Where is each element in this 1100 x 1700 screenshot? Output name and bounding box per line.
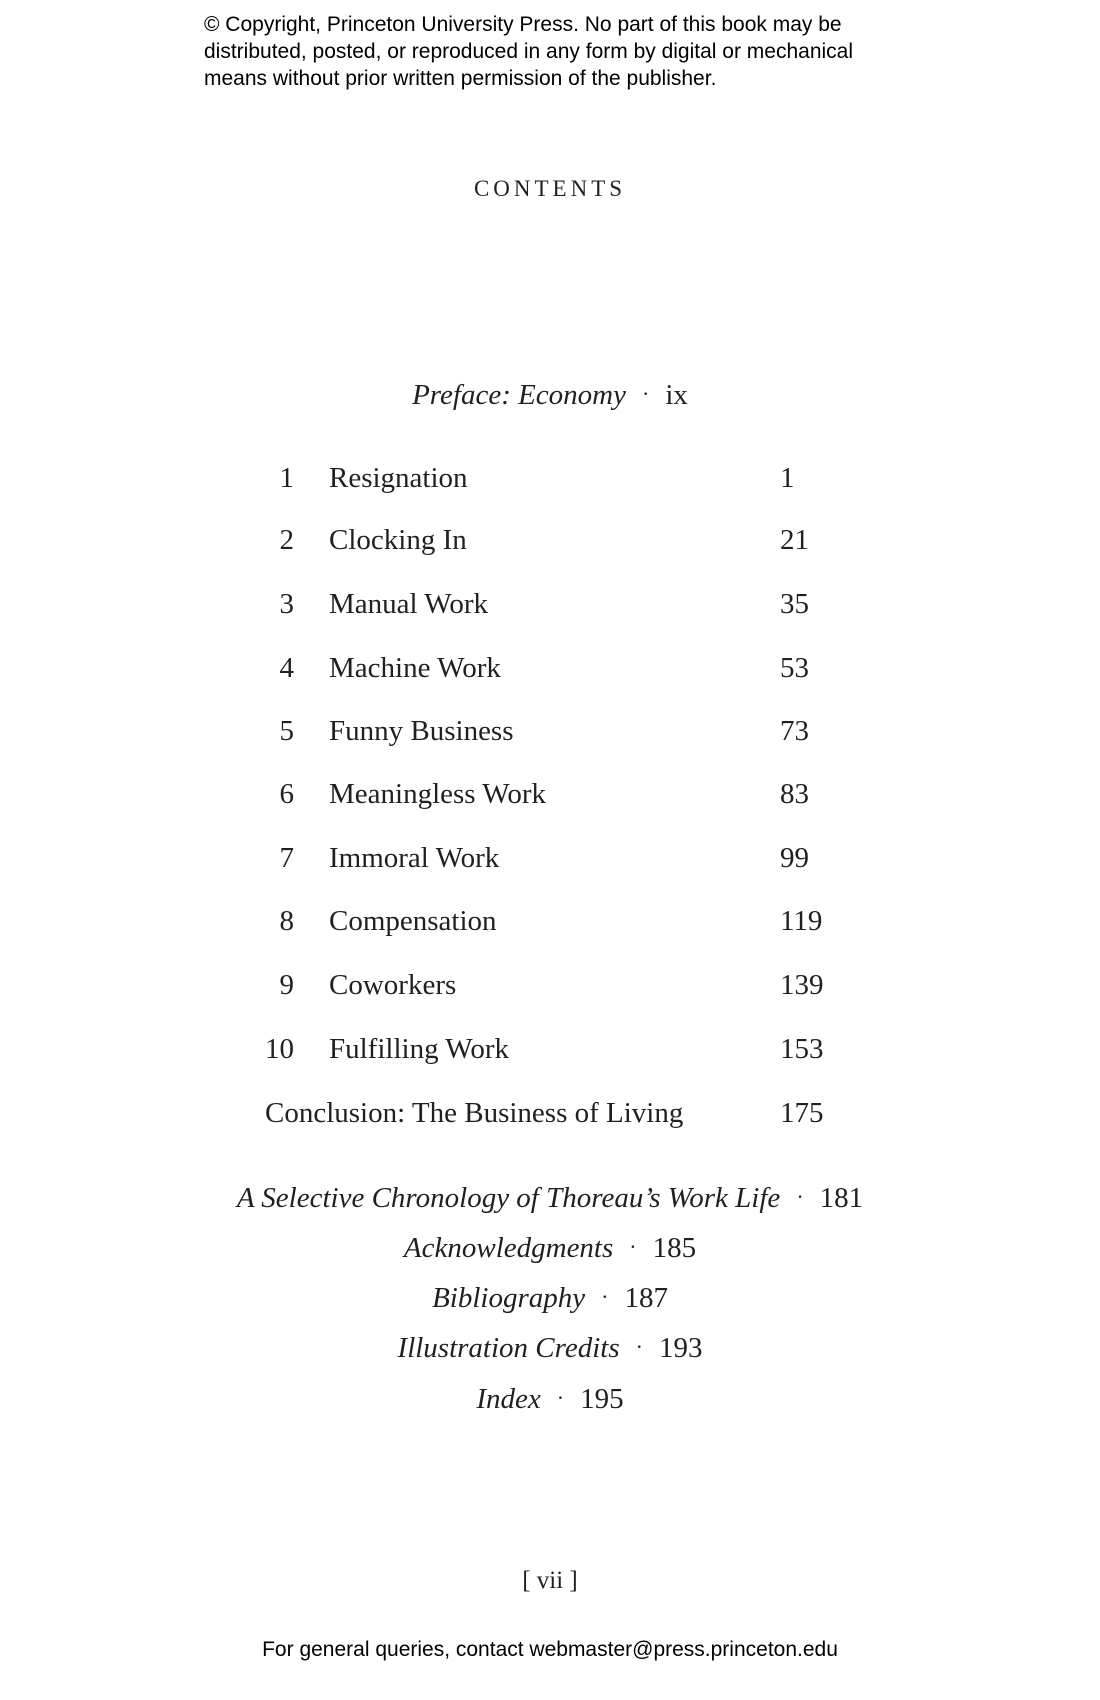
chapter-number: 9 [279, 969, 294, 1001]
entry-page: ix [665, 379, 688, 411]
chapter-page: 53 [780, 652, 809, 684]
chapter-number: 4 [279, 652, 294, 684]
chapter-page: 139 [780, 969, 824, 1001]
separator-dot: · [635, 1334, 643, 1359]
chapter-page: 83 [780, 778, 809, 810]
page-title: CONTENTS [473, 176, 627, 201]
chapter-page: 21 [780, 524, 809, 556]
toc-entry-chapter[interactable] [0, 966, 1100, 1004]
chapter-number: 7 [279, 842, 294, 874]
toc-entry-chapter[interactable] [0, 902, 1100, 940]
toc-entry-back-matter[interactable] [0, 1280, 1100, 1318]
separator-dot: · [601, 1284, 609, 1309]
chapter-number: 2 [279, 524, 294, 556]
chapter-page: 35 [780, 588, 809, 620]
chapter-title: Resignation [329, 462, 468, 494]
chapter-title: Fulfilling Work [329, 1033, 510, 1065]
chapter-number: 5 [279, 715, 294, 747]
toc-entry-chapter[interactable] [0, 1030, 1100, 1068]
footer-contact: For general queries, contact webmaster@press.princeton.edu [262, 1638, 838, 1661]
separator-dot: · [629, 1234, 637, 1259]
toc-entry-back-matter[interactable] [0, 1381, 1100, 1419]
toc-entry-chapter[interactable] [0, 521, 1100, 559]
chapter-title: Machine Work [329, 652, 501, 684]
chapter-page: 153 [780, 1033, 824, 1065]
chapter-title: Manual Work [329, 588, 489, 620]
entry-page: 181 [819, 1182, 864, 1214]
chapter-page: 73 [780, 715, 809, 747]
chapter-number: 8 [279, 905, 294, 937]
chapter-number: 3 [279, 588, 294, 620]
entry-page: 193 [658, 1332, 703, 1364]
chapter-title: Funny Business [329, 715, 514, 747]
chapter-title: Meaningless Work [329, 778, 547, 810]
chapter-number: 1 [279, 462, 294, 494]
toc-entry-back-matter[interactable] [0, 1180, 1100, 1218]
chapter-page: 119 [780, 905, 823, 937]
toc-entry-chapter[interactable] [0, 839, 1100, 877]
toc-entry-chapter[interactable] [0, 585, 1100, 623]
chapter-title: Immoral Work [329, 842, 500, 874]
toc-entry-chapter[interactable] [0, 459, 1100, 497]
toc-entry-chapter[interactable] [0, 775, 1100, 813]
separator-dot: · [796, 1184, 804, 1209]
toc-entry-conclusion[interactable] [0, 1094, 1100, 1132]
chapter-page: 1 [780, 462, 795, 494]
entry-title: Bibliography [432, 1282, 586, 1314]
copyright-line: means without prior written permission of the publisher. [204, 67, 717, 90]
conclusion-page: 175 [780, 1097, 824, 1129]
entry-title: A Selective Chronology of Thoreau’s Work Life [236, 1182, 781, 1214]
toc-entry-back-matter[interactable] [0, 1230, 1100, 1268]
chapter-title: Compensation [329, 905, 497, 937]
page-number: [ vii ] [522, 1567, 578, 1594]
toc-entry-chapter[interactable] [0, 712, 1100, 750]
separator-dot: · [642, 381, 650, 406]
entry-title: Index [476, 1383, 541, 1415]
chapter-number: 10 [265, 1033, 294, 1065]
copyright-line: © Copyright, Princeton University Press. No part of this book may be [204, 13, 842, 36]
entry-title: Preface: Economy [412, 379, 626, 411]
toc-entry-back-matter[interactable] [0, 1330, 1100, 1368]
copyright-line: distributed, posted, or reproduced in any form by digital or mechanical [204, 40, 854, 63]
conclusion-title: Conclusion: The Business of Living [265, 1097, 684, 1129]
separator-dot: · [556, 1385, 565, 1410]
entry-title: Acknowledgments [403, 1232, 614, 1264]
entry-page: 187 [624, 1282, 668, 1314]
chapter-page: 99 [780, 842, 809, 874]
chapter-number: 6 [279, 778, 294, 810]
copyright-notice [204, 11, 924, 92]
entry-title: Illustration Credits [397, 1332, 620, 1364]
chapter-title: Clocking In [329, 524, 467, 556]
toc-entry-chapter[interactable] [0, 649, 1100, 687]
entry-page: 195 [580, 1383, 624, 1415]
entry-page: 185 [652, 1232, 697, 1264]
chapter-title: Coworkers [329, 969, 457, 1001]
toc-entry-preface[interactable] [0, 377, 1100, 415]
